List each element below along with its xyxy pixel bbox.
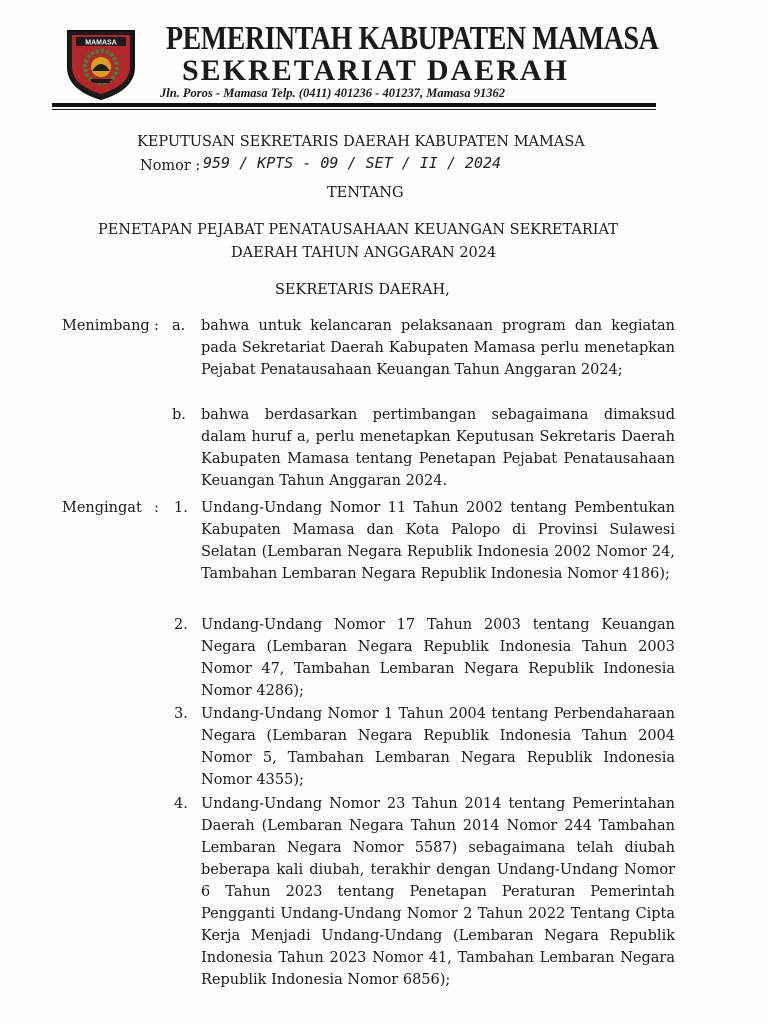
mengingat-label: Mengingat bbox=[62, 500, 142, 516]
decree-subject-line1: PENETAPAN PEJABAT PENATAUSAHAAN KEUANGAN SEKRETARIAT bbox=[98, 222, 618, 238]
decree-subject-line2: DAERAH TAHUN ANGGARAN 2024 bbox=[231, 245, 497, 261]
mengingat-item-2: Undang-Undang Nomor 17 Tahun 2003 tentang Keuangan Negara (Lembaran Negara Republik Indonesia Tahun 2003 Nomor 47, Tambahan Lembaran Negara Republik Indonesia Nomor 4286); bbox=[201, 617, 675, 699]
menimbang-marker-a: a. bbox=[172, 318, 186, 334]
mengingat-marker-2: 2. bbox=[174, 617, 188, 633]
mengingat-marker-1: 1. bbox=[174, 500, 188, 516]
decree-issuer: SEKRETARIS DAERAH, bbox=[275, 282, 450, 298]
menimbang-marker-b: b. bbox=[172, 407, 186, 423]
letterhead-divider-thick bbox=[52, 103, 656, 107]
decree-number-handwritten: 959 / KPTS - 09 / SET / II / 2024 bbox=[203, 154, 502, 172]
decree-heading: KEPUTUSAN SEKRETARIS DAERAH KABUPATEN MAMASA bbox=[137, 134, 585, 150]
letterhead-title-secretariat: SEKRETARIAT DAERAH bbox=[182, 54, 569, 87]
menimbang-label: Menimbang bbox=[62, 318, 150, 334]
decree-number-label: Nomor : bbox=[140, 158, 201, 174]
menimbang-item-a: bahwa untuk kelancaran pelaksanaan program dan kegiatan pada Sekretariat Daerah Kabupaten Mamasa perlu menetapkan Pejabat Penatausahaan Keuangan Tahun Anggaran 2024; bbox=[201, 318, 675, 378]
mengingat-item-4: Undang-Undang Nomor 23 Tahun 2014 tentang Pemerintahan Daerah (Lembaran Negara Tahun 2014 Nomor 244 Tambahan Lembaran Negara Nomor 5587) sebagaimana telah diubah beberapa kali diubah, terakhir dengan Undang-Undang Nomor 6 Tahun 2023 tentang Penetapan Peraturan Pemerintah Pengganti Undang-Undang Nomor 2 Tahun 2022 Tentang Cipta Kerja Menjadi Undang-Undang (Lembaran Negara Republik Indonesia Tahun 2023 Nomor 41, Tambahan Lembaran Negara Republik Indonesia Nomor 6856); bbox=[201, 796, 675, 988]
logo-text: MAMASA bbox=[85, 39, 117, 47]
mengingat-marker-4: 4. bbox=[174, 796, 188, 812]
tentang-heading: TENTANG bbox=[327, 185, 404, 201]
mengingat-item-1: Undang-Undang Nomor 11 Tahun 2002 tentang Pembentukan Kabupaten Mamasa dan Kota Palopo di Provinsi Sulawesi Selatan (Lembaran Negara Republik Indonesia 2002 Nomor 24, Tambahan Lembaran Negara Republik Indonesia Nomor 4186); bbox=[201, 500, 675, 582]
letterhead-address: Jln. Poros - Mamasa Telp. (0411) 401236 - 401237, Mamasa 91362 bbox=[160, 86, 506, 100]
mamasa-regency-emblem bbox=[62, 27, 140, 101]
mengingat-marker-3: 3. bbox=[174, 706, 188, 722]
mengingat-colon: : bbox=[154, 500, 159, 516]
mengingat-item-3: Undang-Undang Nomor 1 Tahun 2004 tentang Perbendaharaan Negara (Lembaran Negara Republik Indonesia Tahun 2004 Nomor 5, Tambahan Lembaran Negara Republik Indonesia Nomor 4355); bbox=[201, 706, 675, 788]
menimbang-colon: : bbox=[154, 318, 159, 334]
menimbang-item-b: bahwa berdasarkan pertimbangan sebagaimana dimaksud dalam huruf a, perlu menetapkan Keputusan Sekretaris Daerah Kabupaten Mamasa tentang Penetapan Pejabat Penatausahaan Keuangan Tahun Anggaran 2024. bbox=[201, 407, 675, 489]
letterhead-title-government: PEMERINTAH KABUPATEN MAMASA bbox=[166, 20, 659, 57]
letterhead-divider-thin bbox=[52, 109, 656, 110]
